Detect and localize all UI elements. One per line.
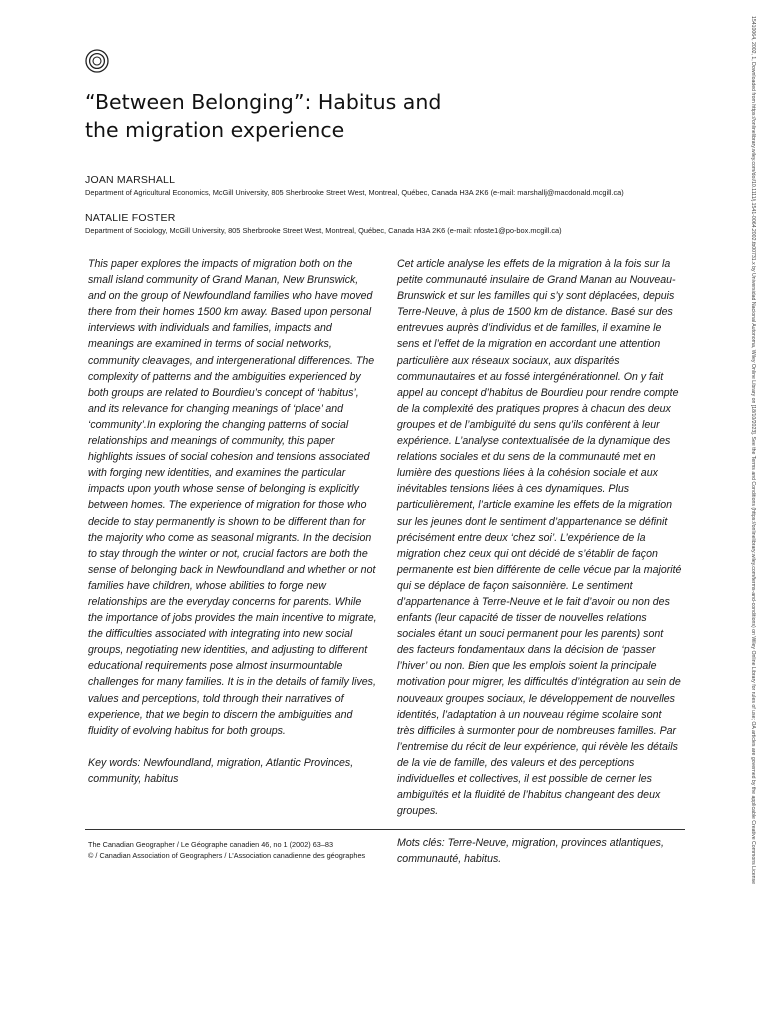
abstract-english (88, 256, 378, 787)
footer-divider (85, 829, 685, 830)
journal-citation: The Canadian Geographer / Le Géographe canadien 46, no 1 (2002) 63–83 (88, 840, 334, 849)
article-title-line-2: the migration experience (85, 118, 345, 142)
abstract-french (397, 256, 682, 867)
author-affiliation: Department of Sociology, McGill University, 805 Sherbrooke Street West, Montreal, Québec, Canada H3A 2K6 (e-mail: nfoste1@po-box.mcgill.ca) (85, 226, 562, 235)
author-name: JOAN MARSHALL (85, 174, 176, 186)
keywords-english: Key words: Newfoundland, migration, Atlantic Provinces, community, habitus (88, 756, 354, 785)
abstract-english-body: This paper explores the impacts of migration both on the small island community of Grand Manan, New Brunswick, and on the group of Newfoundland families who have moved there from their homes 1500 km away. Based upon personal interviews with individuals and families, impacts and meanings are examined in terms of social networks, community cleavages, and intergenerational differences. The complexity of patterns and the ambiguities experienced by both groups are related to Bourdieu’s concept of ‘habitus’, and its relevance for changing meanings of ‘place’ and ‘community’.In exploring the changing patterns of social relationships and meanings of community, this paper highlights issues of social cohesion and tensions associated with forging new identities, and examines the particular impacts upon youth whose sense of belonging is explicitly between homes. The experience of migration for those who decide to stay permanently is shown to be different than for the majority who come as seasonal migrants. In the decision to stay through the winter or not, crucial factors are both the sense of belonging back in Newfoundland and whether or not families have children, whose abilities to forge new relationships are the everyday concerns for parents. While the importance of jobs provides the main incentive to migrate, the difficulties associated with integrating into new social groups, negotiating new identities, and adjusting to different educational requirements pose almost insurmountable challenges for many families. It is in the details of family lives, values and perceptions, told through their narratives of experience, that we begin to discern the ambiguities and fluidity of evolving habitus for both groups. (88, 258, 377, 737)
copyright-notice: © / Canadian Association of Geographers / L’Association canadienne des géographes (88, 851, 366, 860)
article-title-line-1: “Between Belonging”: Habitus and (85, 90, 442, 114)
article-title (85, 88, 645, 144)
open-access-circle-icon (85, 49, 109, 73)
abstract-french-body: Cet article analyse les effets de la migration à la fois sur la petite communauté insulaire de Grand Manan au Nouveau-Brunswick et sur les familles qui s’y sont déplacées, depuis Terre-Neuve, à plus de 1500 km de distance. Basé sur des entrevues auprès d’individus et de familles, il examine le sens et l’effet de la migration en accordant une attention particulière aux réseaux sociaux, aux disparités communautaires et au fossé intergénérationnel. On y fait appel au concept d’habitus de Bourdieu pour rendre compte de la complexité des pratiques propres à chacun des deux groupes et de l’ambiguïté du sens qu’ils confèrent à leur expérience. L’analyse contextualisée de la dynamique des relations sociales et du sens de la communauté met en lumière des questions liées à la cohésion sociale et aux inévitables tensions liées à ces dynamiques. Plus particulièrement, l’article examine les effets de la migration sur les jeunes dont le sentiment d’appartenance se définit précisément entre deux ‘chez soi’. L’expérience de la migration chez ceux qui ont décidé de s’établir de façon permanente est bien différente de celle vécue par la majorité qui se déplace de façon saisonnière. Le sentiment d’appartenance à Terre-Neuve et le fait d’avoir ou non des enfants (leur capacité de tisser de nouvelles relations sociales étant un souci permanent pour les parents) sont des facteurs fondamentaux dans la décision de ‘passer l’hiver’ ou non. Bien que les emplois soient la principale motivation pour migrer, les difficultés d’intégration au sein de nouveaux groupes sociaux, le développement de nouvelles identités, l’adaptation à un nouveau régime scolaire sont très difficiles à surmonter pour de nombreuses familles. Par l’entremise du récit de leur expérience, qui révèle les détails de la vie de famille, des valeurs et des perceptions individuelles et collectives, il est possible de cerner les ambiguïtés et la fluidité de l’habitus changeant des deux groupes. (397, 258, 682, 818)
author-affiliation: Department of Agricultural Economics, McGill University, 805 Sherbrooke Street West, Montreal, Québec, Canada H3A 2K6 (e-mail: marshallj@macdonald.mcgill.ca) (85, 188, 624, 197)
download-watermark: 15410064, 2002, 1, Downloaded from https://onlinelibrary.wiley.com/doi/10.1111/j.1541-0064.2002.tb00731.x by Universidad Nacional Autonoma, Wiley Online Library on [18/10/2023]. See the Terms and Conditions (https://onlinelibrary.wiley.com/terms-and-conditions) on Wiley Online Library for rules of use; OA articles are governed by the applicable Creative Commons License (750, 16, 756, 885)
author-name: NATALIE FOSTER (85, 212, 176, 224)
keywords-french: Mots clés: Terre-Neuve, migration, provinces atlantiques, communauté, habitus. (397, 837, 664, 866)
